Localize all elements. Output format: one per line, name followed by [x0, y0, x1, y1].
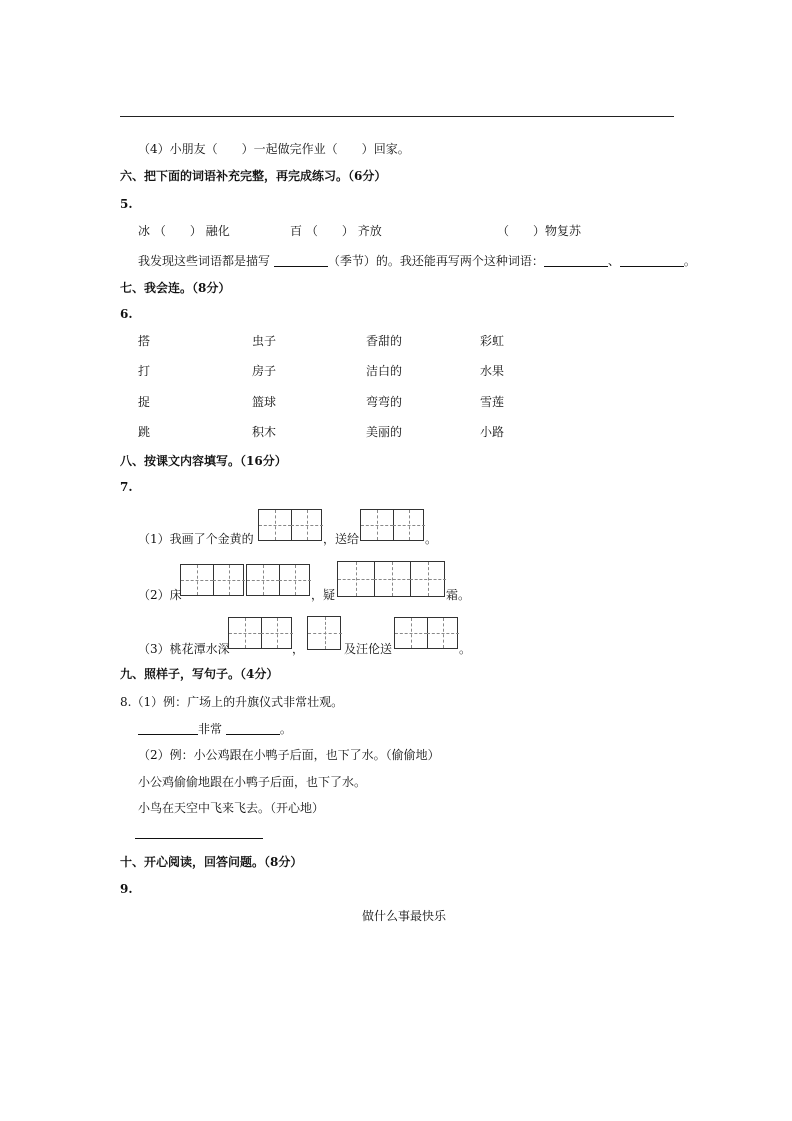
section10-title: 十、开心阅读，回答问题。（8分）: [120, 855, 303, 869]
fill-line-3-end: 。: [459, 642, 472, 656]
fill-line-1-prefix: （1）我画了个金黄的: [138, 532, 254, 546]
tian-grid-2[interactable]: [258, 509, 322, 541]
tian-grid-2[interactable]: [394, 617, 458, 649]
match-word[interactable]: 洁白的: [366, 364, 403, 378]
match-word[interactable]: 雪莲: [480, 395, 505, 409]
q4-blank-1[interactable]: （ ）: [205, 142, 254, 156]
q4-prefix: （4）小朋友: [138, 142, 206, 156]
idiom-1-b: 融化: [205, 224, 230, 238]
section6-line-part1: 我发现这些词语都是描写: [138, 254, 271, 268]
match-word[interactable]: 水果: [480, 364, 505, 378]
section6-title: 六、把下面的词语补充完整，再完成练习。（6分）: [120, 169, 387, 183]
fill-line-3-mid2: 及汪伦送: [344, 642, 393, 656]
section8-title: 八、按课文内容填写。（16分）: [120, 454, 287, 468]
idiom-item-1: [138, 223, 230, 239]
section7-title: 七、我会连。（8分）: [120, 281, 231, 295]
tian-grid-3[interactable]: [337, 561, 445, 597]
question-number-7: 7.: [120, 480, 133, 494]
idiom-2-a: 百: [290, 224, 303, 238]
question-number-5: 5.: [120, 197, 133, 211]
question-number-6: 6.: [120, 307, 133, 321]
section6-line: [138, 253, 696, 269]
word-blank-2[interactable]: [620, 254, 684, 267]
example-1: 8.（1）例：广场上的升旗仪式非常壮观。: [120, 695, 344, 709]
match-word[interactable]: 彩虹: [480, 334, 505, 348]
idiom-1-a: 冰: [138, 224, 151, 238]
fill-line-2-end: 霜。: [446, 588, 471, 602]
idiom-item-3: [497, 223, 581, 239]
fill-line-2-mid: ，疑: [311, 588, 336, 602]
section6-sep: 、: [607, 254, 620, 268]
season-blank[interactable]: [274, 254, 328, 267]
example-2: （2）例：小公鸡跟在小鸭子后面，也下了水。（偷偷地）: [138, 748, 440, 762]
fill-word-feichang: 非常: [198, 722, 223, 736]
fill-blank-predicate[interactable]: [226, 722, 280, 735]
match-word[interactable]: 房子: [252, 364, 277, 378]
header-rule: [120, 116, 674, 117]
idiom-3-b: 物复苏: [545, 224, 582, 238]
section9-title: 九、照样子，写句子。（4分）: [120, 667, 279, 681]
tian-grid-2[interactable]: [360, 509, 424, 541]
fill-line-2-prefix: （2）床: [138, 588, 182, 602]
fill-line-1-end: 。: [425, 532, 438, 546]
example-1-fill: [138, 721, 292, 737]
answer-line[interactable]: [135, 828, 263, 839]
match-word[interactable]: 虫子: [252, 334, 277, 348]
q4-sentence: [138, 141, 410, 157]
match-word[interactable]: 搭: [138, 334, 151, 348]
idiom-item-2: [290, 223, 382, 239]
match-word[interactable]: 积木: [252, 425, 277, 439]
match-word[interactable]: 弯弯的: [366, 395, 403, 409]
q4-blank-2[interactable]: （ ）: [325, 142, 374, 156]
fill-blank-subject[interactable]: [138, 722, 198, 735]
match-word[interactable]: 篮球: [252, 395, 277, 409]
section6-end: 。: [683, 254, 696, 268]
question-number-9: 9.: [120, 882, 133, 896]
match-word[interactable]: 打: [138, 364, 151, 378]
tian-grid-2[interactable]: [246, 564, 310, 596]
example-2-task: 小鸟在天空中飞来飞去。（开心地）: [138, 801, 325, 815]
match-word[interactable]: 香甜的: [366, 334, 403, 348]
example-2-answer: 小公鸡偷偷地跟在小鸭子后面，也下了水。: [138, 775, 367, 789]
idiom-1-blank[interactable]: （ ）: [153, 224, 202, 238]
word-blank-1[interactable]: [544, 254, 608, 267]
match-word[interactable]: 捉: [138, 395, 151, 409]
tian-grid-1[interactable]: [307, 616, 341, 650]
passage-title: 做什么事最快乐: [362, 909, 447, 923]
fill-end: 。: [279, 722, 292, 736]
fill-line-3-mid: ，: [292, 642, 305, 656]
fill-line-3-prefix: （3）桃花潭水深: [138, 642, 230, 656]
match-word[interactable]: 美丽的: [366, 425, 403, 439]
tian-grid-2[interactable]: [180, 564, 244, 596]
idiom-3-blank[interactable]: （ ）: [497, 224, 546, 238]
fill-line-1-mid: ，送给: [323, 532, 360, 546]
idiom-2-blank[interactable]: （ ）: [305, 224, 354, 238]
q4-suffix: 回家。: [373, 142, 410, 156]
q4-mid: 一起做完作业: [253, 142, 326, 156]
section6-line-part2: （季节）的。我还能再写两个这种词语：: [327, 254, 544, 268]
idiom-2-b: 齐放: [357, 224, 382, 238]
tian-grid-2[interactable]: [228, 617, 292, 649]
match-word[interactable]: 跳: [138, 425, 151, 439]
match-word[interactable]: 小路: [480, 425, 505, 439]
